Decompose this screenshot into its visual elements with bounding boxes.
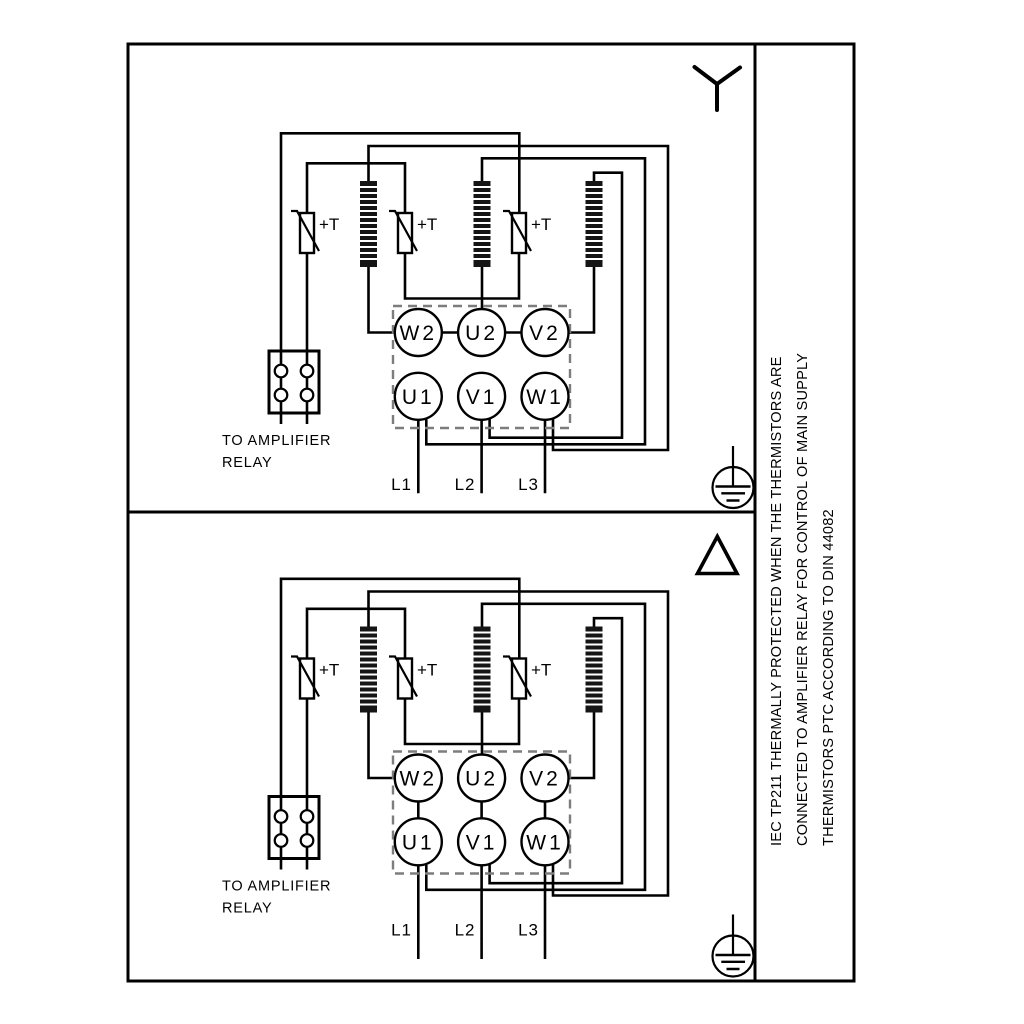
side-note-line1: IEC TP211 THERMALLY PROTECTED WHEN THE THERMISTORS ARE (769, 356, 785, 846)
side-note-line2: CONNECTED TO AMPLIFIER RELAY FOR CONTROL OF MAIN SUPPLY (795, 352, 811, 846)
star-symbol-icon (695, 67, 741, 110)
side-note-column (755, 44, 854, 981)
ground-icon-top (713, 446, 754, 508)
delta-panel-circuit (222, 579, 668, 940)
side-note-line3: THERMISTORS PTC ACCORDING TO DIN 44082 (821, 509, 837, 846)
delta-links (418, 802, 545, 819)
star-panel-circuit (222, 133, 668, 494)
delta-symbol-icon (698, 537, 738, 574)
ground-icon-bottom (713, 915, 754, 977)
star-panel (128, 44, 755, 512)
delta-supply-stub-extensions (418, 939, 545, 960)
delta-panel (128, 512, 755, 981)
